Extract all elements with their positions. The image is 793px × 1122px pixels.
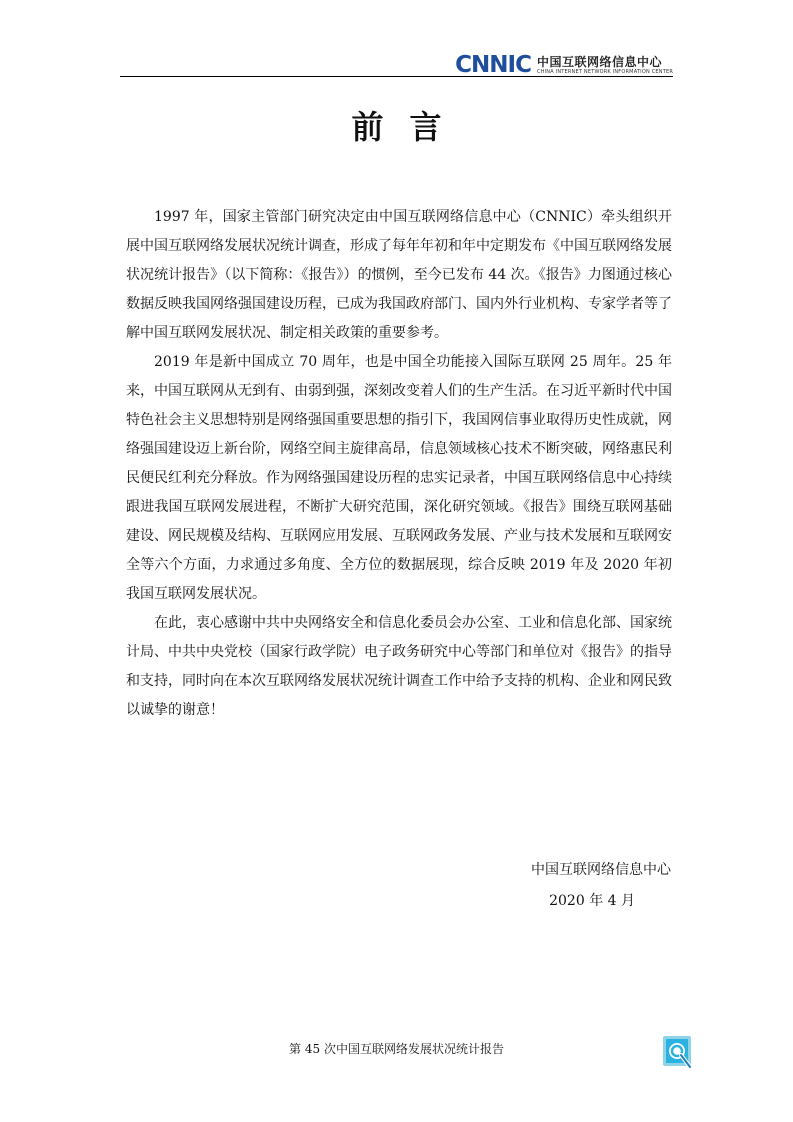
cnnic-logo (455, 54, 673, 76)
preface-body (126, 203, 672, 725)
logo-org-name-en: CHINA INTERNET NETWORK INFORMATION CENTER (536, 68, 673, 75)
signature-organization: 中国互联网络信息中心 (531, 862, 671, 878)
paragraph-2: 2019 年是新中国成立 70 周年，也是中国全功能接入国际互联网 25 周年。25 年来，中国互联网从无到有、由弱到强，深刻改变着人们的生产生活。在习近平新时代中国特色社会主义思想特别是网络强国重要思想的指引下，我国网信事业取得历史性成就，网络强国建设迈上新台阶，网络空间主旋律高昂，信息领域核心技术不断突破，网络惠民利民便民红利充分释放。作为网络强国建设历程的忠实记录者，中国互联网络信息中心持续跟进我国互联网发展进程，不断扩大研究范围，深化研究领域。《报告》围绕互联网基础建设、网民规模及结构、互联网应用发展、互联网政务发展、产业与技术发展和互联网安全等六个方面，力求通过多角度、全方位的数据展现，综合反映 2019 年及 2020 年初我国互联网发展状况。 (126, 354, 672, 602)
paragraph-1: 1997 年，国家主管部门研究决定由中国互联网络信息中心（CNNIC）牵头组织开展中国互联网络发展状况统计调查，形成了每年年初和年中定期发布《中国互联网络发展状况统计报告》（以下简称：《报告》）的惯例，至今已发布 44 次。《报告》力图通过核心数据反映我国网络强国建设历程，已成为我国政府部门、国内外行业机构、专家学者等了解中国互联网发展状况、制定相关政策的重要参考。 (126, 209, 672, 341)
logo-org-name-cn: 中国互联网络信息中心 (536, 54, 662, 69)
footer-report-title: 第 45 次中国互联网络发展状况统计报告 (289, 1042, 504, 1056)
signature-date: 2020 年 4 月 (549, 893, 635, 909)
paragraph-3: 在此，衷心感谢中共中央网络安全和信息化委员会办公室、工业和信息化部、国家统计局、中共中央党校（国家行政学院）电子政务研究中心等部门和单位对《报告》的指导和支持，同时向在本次互联网络发展状况统计调查工作中给予支持的机构、企业和网民致以诚挚的谢意！ (126, 615, 672, 718)
page-title: 前言 (351, 108, 468, 146)
header-divider (120, 76, 673, 77)
logo-mark: CNNIC (455, 52, 531, 78)
logo-text (537, 56, 673, 75)
report-search-icon (662, 1035, 694, 1071)
